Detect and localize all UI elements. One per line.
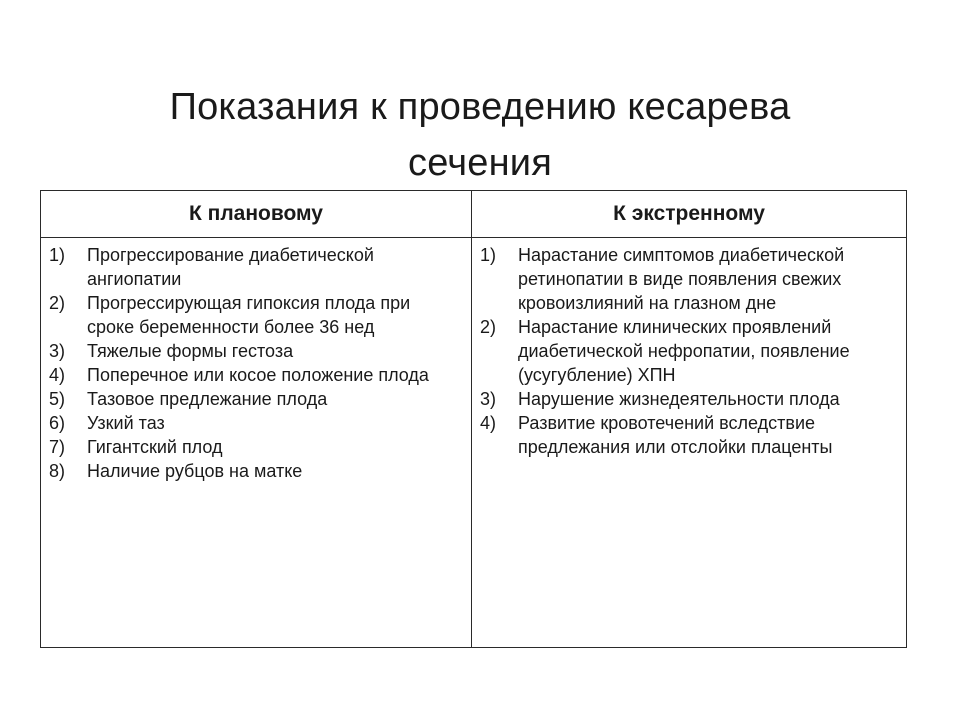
list-item: [47, 387, 459, 411]
item-number: 2): [480, 317, 497, 337]
table-body-row: [41, 238, 907, 648]
list-item: [47, 291, 459, 339]
item-number: 3): [49, 341, 66, 361]
item-number: 7): [49, 437, 66, 457]
item-text: Нарастание симптомов диабетической ретинопатии в виде появления свежих кровоизлияний на глазном дне: [518, 245, 845, 313]
item-text: Нарастание клинических проявлений диабетической нефропатии, появление (усугубление) ХПН: [518, 317, 850, 385]
item-text: Тазовое предлежание плода: [87, 389, 328, 409]
list-item: [478, 387, 894, 411]
item-number: 5): [49, 389, 66, 409]
item-number: 1): [480, 245, 497, 265]
emergency-cell: [472, 238, 907, 648]
item-text: Нарушение жизнедеятельности плода: [518, 389, 840, 409]
item-text: Наличие рубцов на матке: [87, 461, 303, 481]
indications-table: [40, 190, 907, 648]
item-number: 8): [49, 461, 66, 481]
item-text: Прогрессирующая гипоксия плода при сроке беременности более 36 нед: [87, 293, 411, 337]
header-emergency: К экстренному: [472, 191, 907, 238]
slide-title-line-1: Показания к проведению кесарева: [169, 86, 791, 129]
item-text: Гигантский плод: [87, 437, 223, 457]
list-item: [478, 411, 894, 459]
emergency-list: [472, 243, 906, 459]
slide-title-line-2: сечения: [408, 142, 552, 185]
list-item: [47, 363, 459, 387]
planned-list: [41, 243, 471, 483]
table-header-row: [41, 191, 907, 238]
item-text: Тяжелые формы гестоза: [87, 341, 294, 361]
planned-cell: [41, 238, 472, 648]
item-text: Прогрессирование диабетической ангиопатии: [87, 245, 374, 289]
item-number: 6): [49, 413, 66, 433]
item-text: Узкий таз: [87, 413, 165, 433]
list-item: [478, 243, 894, 315]
item-text: Поперечное или косое положение плода: [87, 365, 429, 385]
item-text: Развитие кровотечений вследствие предлежания или отслойки плаценты: [518, 413, 833, 457]
item-number: 4): [480, 413, 497, 433]
list-item: [47, 339, 459, 363]
item-number: 3): [480, 389, 497, 409]
list-item: [47, 435, 459, 459]
list-item: [47, 459, 459, 483]
item-number: 1): [49, 245, 66, 265]
header-planned: К плановому: [41, 191, 472, 238]
item-number: 2): [49, 293, 66, 313]
list-item: [478, 315, 894, 387]
list-item: [47, 411, 459, 435]
slide-title: [0, 79, 960, 191]
item-number: 4): [49, 365, 66, 385]
list-item: [47, 243, 459, 291]
